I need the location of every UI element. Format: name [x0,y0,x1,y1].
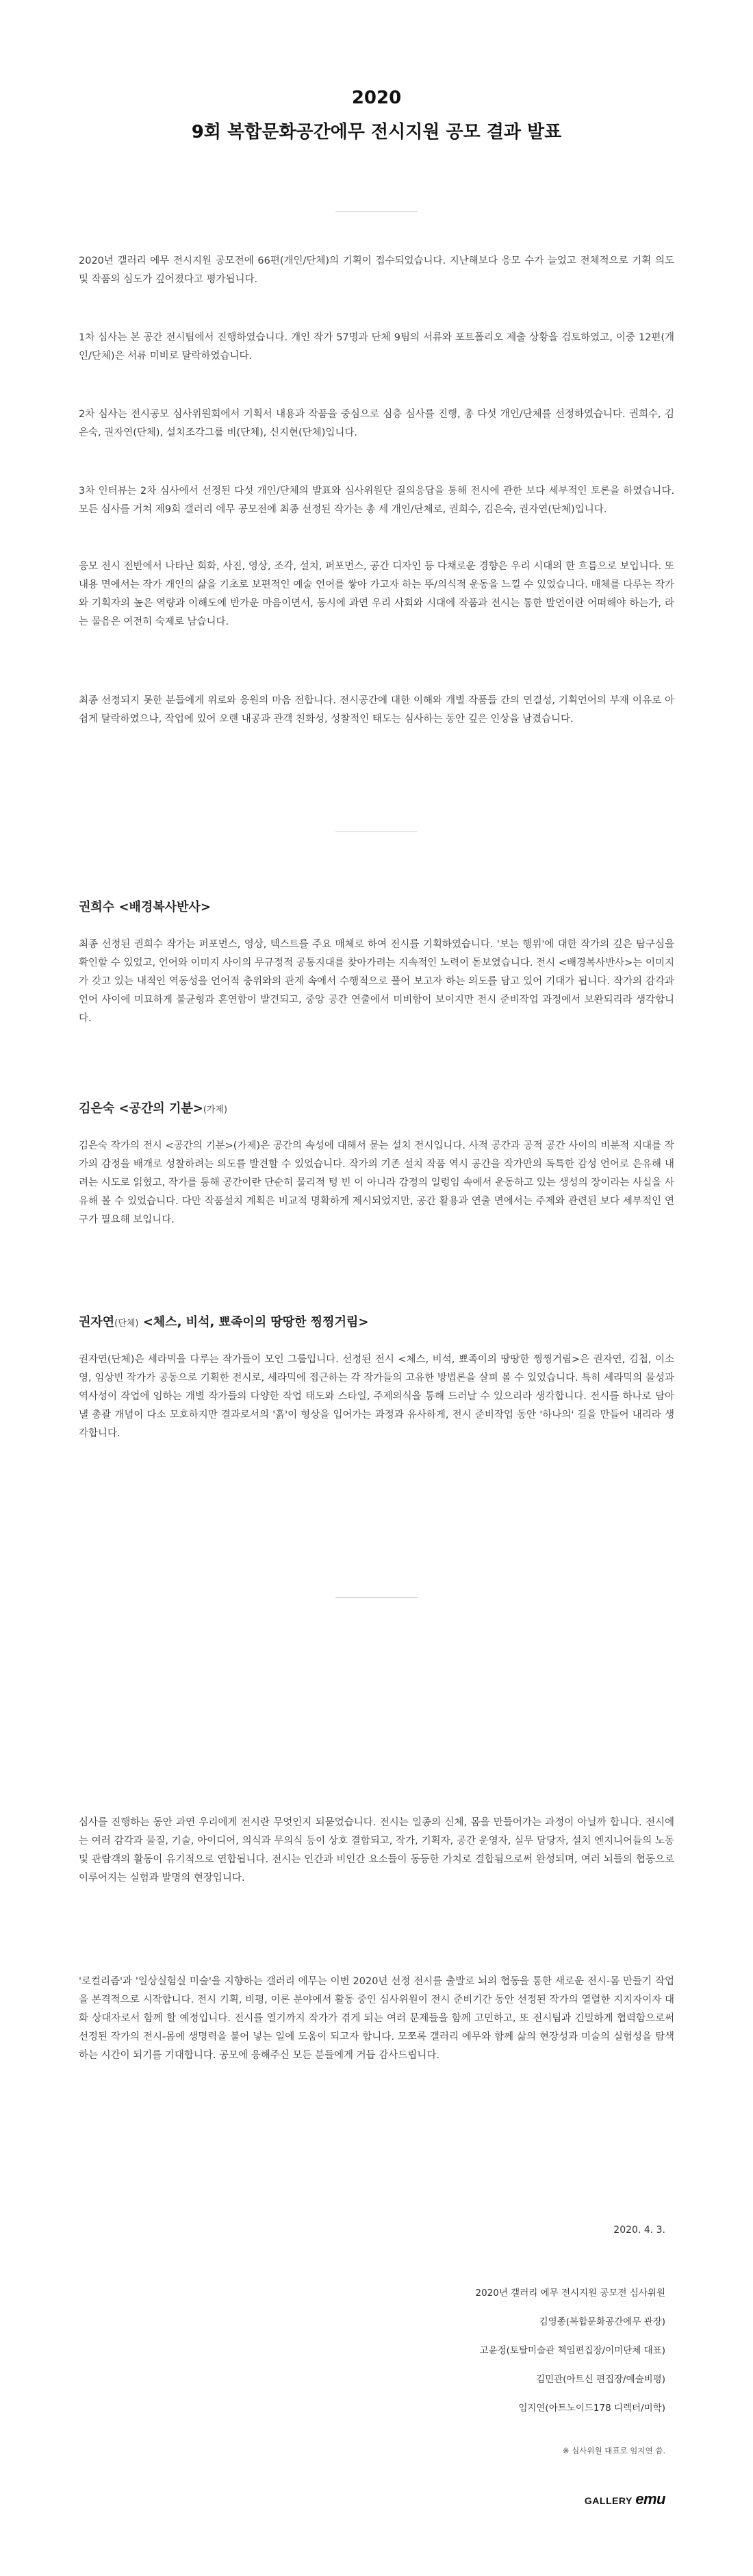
committee-member: 고윤정(토탈미술관 책임편집장/이미단체 대표) [479,2345,665,2356]
page-title: 9회 복합문화공간에무 전시지원 공모 결과 발표 [191,122,562,142]
closing-paragraph-1: 심사를 진행하는 동안 과연 우리에게 전시란 무엇인지 되묻었습니다. 전시는 일종의 신체, 몸을 만들어가는 과정이 아닐까 합니다. 전시에는 여러 감각과 물질, 기술, 아이디어, 의식과 무의식 등이 상호 결합되고, 작가, 기획자, 공간 운영자, 실무 담당자, 설치 엔지니어들의 노동 및 관람객의 활동이 유기적으로 연합됩니다. 전시는 인간과 비인간 요소들이 동등한 가치로 결합됨으로써 완성되며, 여러 뇌들의 협동으로 이루어지는 실험과 발명의 현장입니다. [79,1817,674,1884]
artist-review: 김은숙 작가의 전시 <공간의 기분>(가제)은 공간의 속성에 대해서 묻는 설치 전시입니다. 사적 공간과 공적 공간 사이의 비분적 지대를 작가의 감정을 배개로 성찰하려는 의도를 발견할 수 있었습니다. 작가의 기존 설치 작품 역시 공간을 작가만의 독특한 감성 언어로 은유해 내려는 시도로 읽혔고, 작가를 통해 공간이란 단순히 물리적 텅 빈 이 아니라 감정의 일렁임 속에서 운동하고 있는 생성의 장이라는 사실을 사유해 볼 수 있었습니다. 다만 작품설치 계획은 비교적 명확하게 제시되었지만, 공간 활용과 연출 면에서는 주제와 관련된 보다 세부적인 연구가 필요해 보입니다. [79,1140,674,1225]
header-year: 2020 [351,88,402,108]
logo-prefix: GALLERY [584,2495,633,2506]
artist-name-suffix: (단체) [114,1318,139,1329]
divider [335,831,418,832]
exhibition-title: <배경복사반사> [118,900,211,914]
exhibition-title: <체스, 비석, 뾰족이의 땅땅한 찡찡거림> [142,1315,369,1329]
author-note: ※ 심사위원 대표로 임지연 씀. [562,2446,665,2455]
artist-heading [79,897,674,915]
intro-paragraph-1: 2020년 갤러리 에무 전시지원 공모전에 66편(개인/단체)의 기획이 접수되었습니다. 지난해보다 응모 수가 늘었고 전체적으로 기획 의도 및 작품의 심도가 깊어졌다고 평가됩니다. [79,255,674,285]
artist-heading [79,1312,674,1330]
exhibition-title-suffix: (가제) [203,1105,228,1115]
exhibition-title: <공간의 기분> [118,1101,203,1116]
artist-name: 김은숙 [79,1101,115,1116]
artist-review: 최종 선정된 권희수 작가는 퍼포먼스, 영상, 텍스트를 주요 매체로 하여 전시를 기획하였습니다. '보는 행위'에 대한 작가의 깊은 탐구심을 확인할 수 있었고, 언어와 이미지 사이의 무규정적 공통지대를 찾아가려는 지속적인 노력이 돋보였습니다. 전시 <배경복사반사>는 이미지가 갖고 있는 내적인 역동성을 언어적 충위와의 관계 속에서 수행적으로 풀어 보고자 하는 의도를 담고 있어 기대가 됩니다. 작가의 감각과 언어 사이에 미묘하게 불균형과 혼연함이 발견되고, 중앙 공간 연출에서 미비함이 보이지만 전시 준비작업 과정에서 보완되리라 생각합니다. [79,939,674,1024]
divider [335,1597,418,1598]
intro-paragraph-5: 응모 전시 전반에서 나타난 회화, 사진, 영상, 조각, 설치, 퍼포먼스, 공간 디자인 등 다채로운 경향은 우리 시대의 한 흐름으로 보입니다. 또 내용 면에서는 작가 개인의 삶을 기초로 보편적인 예술 언어를 쌓아 가고자 하는 뚜/의식적 운동을 느낄 수 있었습니다. 매체를 다루는 작가와 기획자의 높은 역량과 이해도에 반가운 마음이면서, 동시에 과연 우리 사회와 시대에 작품과 전시는 통한 발언이란 어떠해야 하는가, 라는 물음은 여전히 숙제로 남습니다. [79,561,674,627]
committee-member: 김영종(복합문화공간에무 관장) [539,2316,665,2327]
artist-review: 권자연(단체)은 세라믹을 다루는 작가들이 모인 그룹입니다. 선정된 전시 <체스, 비석, 뾰족이의 땅땅한 찡찡거림>은 권자연, 김첩, 이소영, 임상빈 작가가 공동으로 기획한 전시로, 세라믹에 접근하는 각 작가들의 고유한 방법론을 살펴 볼 수 있었습니다. 특히 세라믹의 물성과 역사성이 작업에 임하는 개별 작가들의 다양한 작업 태도와 스타일, 주제의식을 통해 드러날 수 있으리라 생각합니다. 전시를 하나로 담아낼 총괄 개념이 다소 모호하지만 결과로서의 '흙'이 형상을 입어가는 과정과 유사하게, 전시 준비작업 동안 '하나의' 길을 만들어 내리라 생각합니다. [79,1354,674,1439]
artist-name: 권희수 [79,900,115,914]
committee-member: 김민관(아트신 편집장/예술비평) [536,2374,665,2385]
committee-member: 임지연(아트노이드178 디렉터/미학) [518,2403,665,2414]
intro-paragraph-6: 최종 선정되지 못한 분들에게 위로와 응원의 마음 전합니다. 전시공간에 대한 이해와 개별 작품들 간의 연결성, 기획언어의 부재 이유로 아쉽게 탈락하였으나, 작업에 있어 오랜 내공과 관객 친화성, 성찰적인 태도는 심사하는 동안 깊은 인상을 남겼습니다. [79,695,674,725]
logo-brand: emu [635,2490,665,2508]
artist-heading [79,1099,674,1116]
gallery-logo [585,2490,665,2508]
closing-paragraph-2: '로컬리즘'과 '일상실험실 미술'을 지향하는 갤러리 에무는 이번 2020년 선정 전시를 출발로 뇌의 협동을 통한 새로운 전시-몸 만들기 작업을 본격적으로 시작합니다. 전시 기획, 비평, 이론 분야에서 활동 중인 심사위원이 전시 준비기간 동안 선정된 작가의 열렬한 지지자이자 대화 상대자로서 함께 할 예정입니다. 전시를 열기까지 작가가 겪게 되는 여러 문제들을 함께 고민하고, 또 전시팀과 긴밀하게 협력함으로써 선정된 작가의 전시-몸에 생명력을 불어 넣는 일에 도움이 되고자 합니다. 모쪼록 갤러리 에무와 함께 삶의 현장성과 미술의 실험성을 탐색하는 시간이 되기를 기대합니다. 공모에 응해주신 모든 분들에게 거듭 감사드립니다. [79,1976,674,2061]
intro-paragraph-3: 2차 심사는 전시공모 심사위원회에서 기획서 내용과 작품을 중심으로 심층 심사를 진행, 총 다섯 개인/단체를 선정하였습니다. 권희수, 김은숙, 권자연(단체), 설치조각그룹 비(단체), 신지현(단체)입니다. [79,409,674,438]
intro-paragraph-4: 3차 인터뷰는 2차 심사에서 선정된 다섯 개인/단체의 발표와 심사위원단 질의응답을 통해 전시에 관한 보다 세부적인 토론을 하였습니다. 모든 심사를 거쳐 제9회 갤러리 에무 공모전에 최종 선정된 작가는 총 세 개인/단체로, 권희수, 김은숙, 권자연(단체)입니다. [79,486,674,515]
committee-title: 2020년 갤러리 에무 전시지원 공모전 심사위원 [475,2288,665,2299]
artist-name: 권자연 [79,1315,115,1329]
divider [335,211,418,212]
intro-paragraph-2: 1차 심사는 본 공간 전시팀에서 진행하였습니다. 개인 작가 57명과 단체 9팀의 서류와 포트폴리오 제출 상황을 검토하였고, 이중 12편(개인/단체)은 서류 미비로 탈락하였습니다. [79,332,674,362]
announcement-date: 2020. 4. 3. [613,2225,665,2236]
